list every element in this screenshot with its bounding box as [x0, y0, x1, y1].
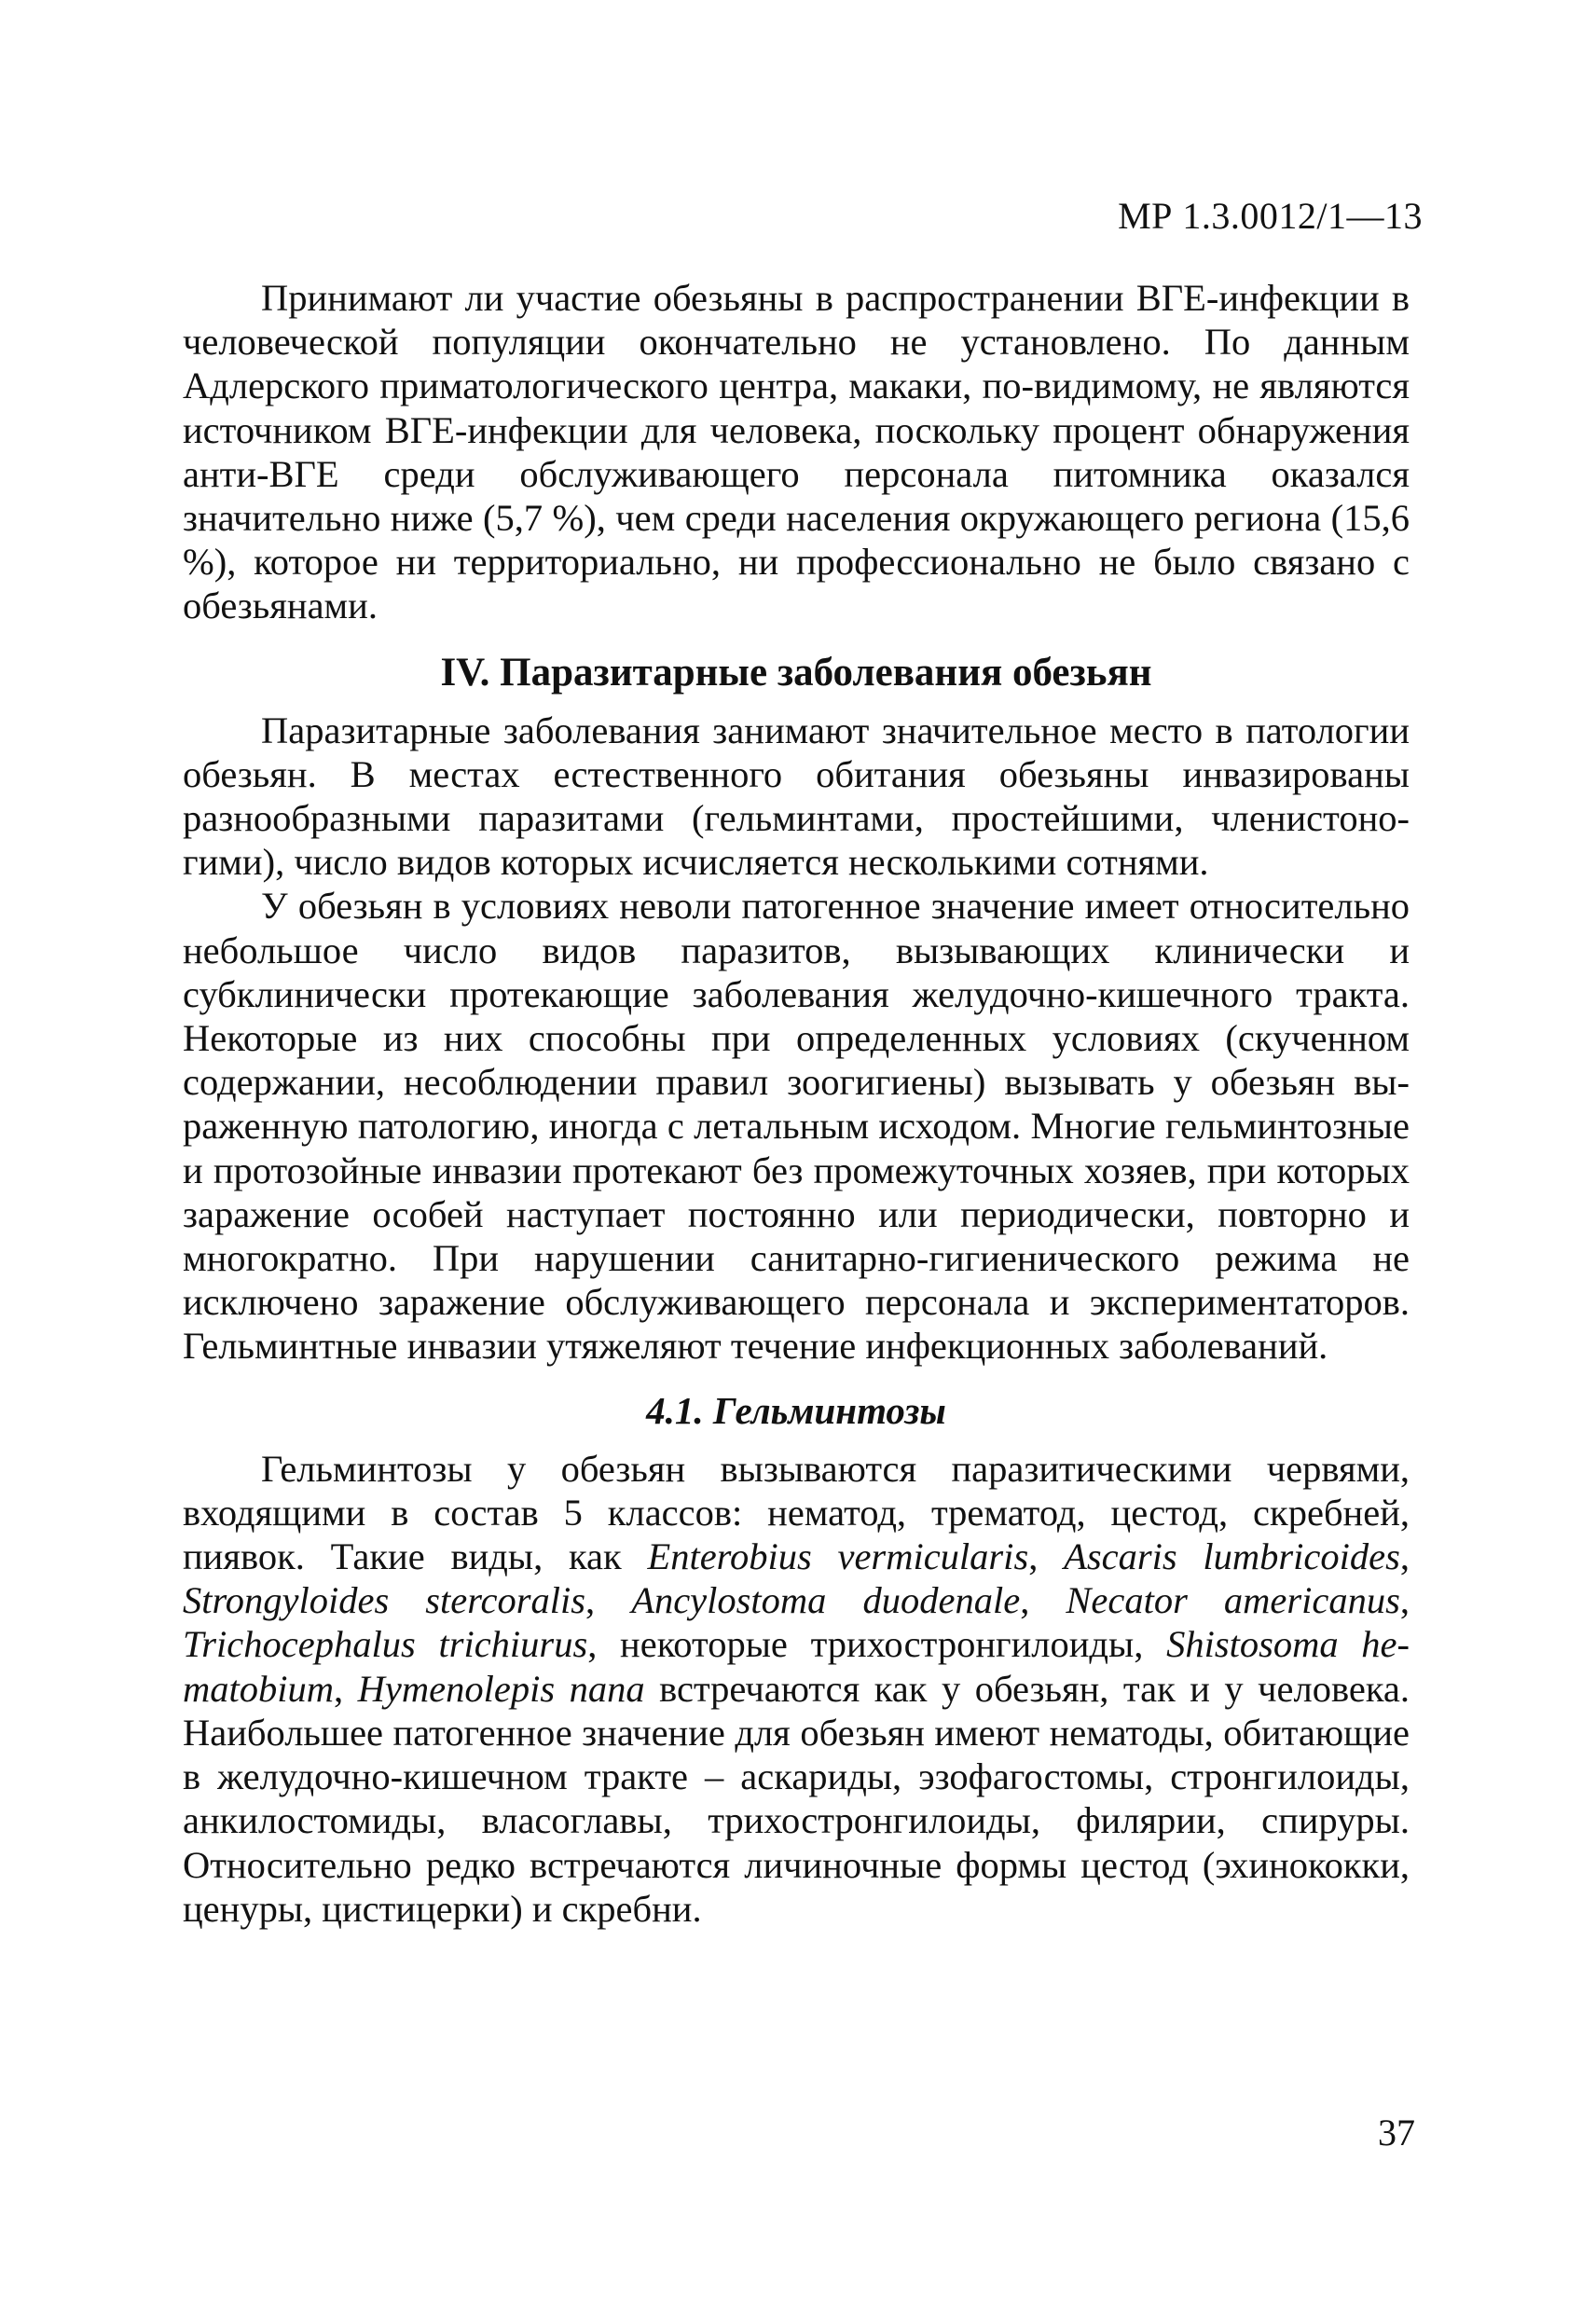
paragraph-text: , [334, 1667, 358, 1710]
species-name: Strongyloides stercoralis [183, 1579, 586, 1622]
species-name: Ascaris lumbricoides [1064, 1535, 1400, 1578]
species-name: Necator americanus [1066, 1579, 1400, 1622]
paragraph-text: , [1399, 1535, 1410, 1578]
paragraph: Принимают ли участие обезьяны в распространении ВГЕ-инфекции в человеческой популяции окончательно не установлено. По данным Адлерского приматологического центра, макаки, по-видимому, не являются источником ВГЕ-инфекции для человека, поскольку процент обнаружения анти-ВГЕ среди обслуживающего персонала питомника оказался значительно ниже (5,7 %), чем среди населения окружающего региона (15,6 %), которое ни территориально, ни профессионально не было связано с обезьянами. [183, 277, 1410, 627]
paragraph: У обезьян в условиях неволи патогенное значение имеет относительно небольшое число видов паразитов, вызывающих клинически и субклинически протекающие заболевания желудочно-кишечного тракта. Некоторые из них способны при определенных условиях (скученном содержании, несоблюдении правил зоогигиены) вызывать у обезьян выраженную патологию, иногда с летальным исходом. Многие гельминтозные и протозойные инвазии протекают без промежуточных хозяев, при которых заражение особей наступает постоянно или периодически, повторно и многократно. При нарушении санитарно-гигиенического режима не исключено заражение обслуживающего персонала и экспериментаторов. Гельминтные инвазии утяжеляют течение инфекционных заболеваний. [183, 885, 1410, 1368]
section-heading: IV. Паразитарные заболевания обезьян [440, 650, 1152, 695]
species-name: Trichocephalus trichiurus [183, 1623, 588, 1666]
paragraph-text: , некоторые трихостронгилоиды, [587, 1623, 1167, 1666]
paragraph-text: встречаются как у обезьян, так и у человека. Наибольшее патогенное значение для обезьян имеют нематоды, обитающие в желудочно-кишечном тракте – аскариды, эзофагостомы, стронгилоиды, анкилостомиды, власоглавы, трихостронгилоиды, филярии, спируры. Относительно редко встречаются личиночные формы цестод (эхинококки, ценуры, цистицерки) и скребни. [183, 1667, 1410, 1930]
paragraph-text: , [1020, 1579, 1066, 1622]
species-name: Ancylostoma duodenale [631, 1579, 1021, 1622]
document-code: МР 1.3.0012/1—13 [1118, 195, 1423, 237]
species-name: Hymenolepis nana [357, 1667, 645, 1710]
document-body [183, 276, 1410, 1931]
species-name: Shistosoma hematobium [183, 1623, 1410, 1710]
paragraph-text: , [1028, 1535, 1065, 1578]
paragraph-text: Гельминтозы у обезьян вызываются паразитическими червями, входящими в состав 5 классов: нематод, трематод, цестод, скребней, пиявок. Такие виды, как [183, 1447, 1410, 1578]
paragraph-text: , [1399, 1579, 1410, 1622]
paragraph-text: , [585, 1579, 632, 1622]
paragraph-species [183, 1447, 1410, 1931]
paragraph: Паразитарные заболевания занимают значительное место в патологии обезьян. В местах естественного обитания обезьяны инвазированы разнообразными паразитами (гельминтами, простейшими, членистоногими), число видов которых исчисляется несколькими сотнями. [183, 709, 1410, 884]
subsection-heading: 4.1. Гельминтозы [646, 1388, 946, 1432]
page-number: 37 [1378, 2112, 1415, 2154]
species-name: Enterobius vermicularis [647, 1535, 1029, 1578]
